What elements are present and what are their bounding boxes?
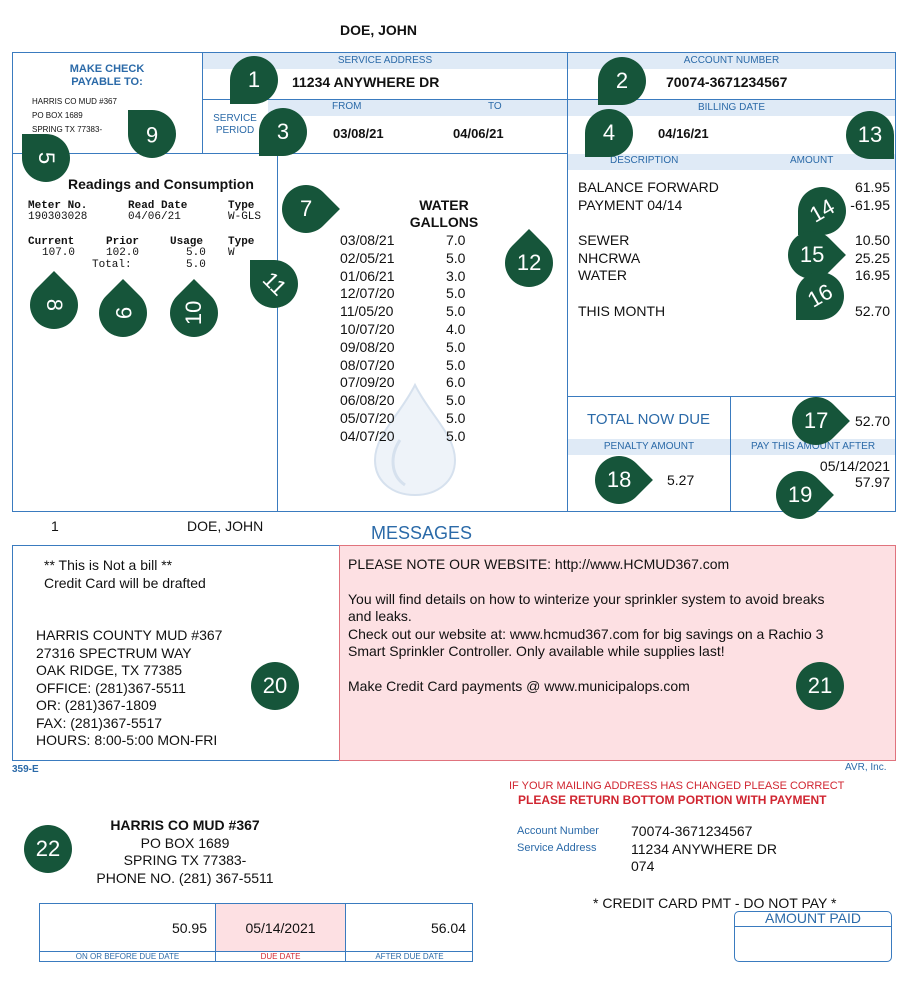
history-row: 07/09/20 6.0 [340, 374, 466, 391]
payment-value: -61.95 [850, 197, 890, 213]
stub-labels [517, 823, 599, 857]
nhcrwa-value: 25.25 [854, 249, 890, 266]
current-label: Current [28, 236, 75, 248]
stub-account-label: Account Number [517, 825, 599, 837]
balance-forward-value: 61.95 [854, 179, 890, 195]
service-address-value: 11234 ANYWHERE DR [292, 74, 440, 90]
on-before-label: ON OR BEFORE DUE DATE [75, 952, 180, 961]
vendor-label: AVR, Inc. [845, 762, 887, 773]
callout-marker: 17 [782, 387, 850, 455]
water-value: 16.95 [854, 267, 890, 283]
callout-marker: 16 [796, 272, 844, 320]
billing-date-label: BILLING DATE [568, 100, 895, 116]
type-label: Type [228, 200, 255, 212]
callout-marker: 2 [598, 57, 646, 105]
return-portion-note: PLEASE RETURN BOTTOM PORTION WITH PAYMENT [518, 793, 827, 807]
balance-forward-label: BALANCE FORWARD [578, 179, 719, 195]
history-row: 04/07/20 5.0 [340, 427, 466, 444]
callout-marker: 22 [24, 825, 72, 873]
type2-value: W [228, 247, 235, 259]
remit-name: HARRIS CO MUD #367 [110, 817, 260, 833]
payable-title: MAKE CHECK PAYABLE TO: [69, 63, 145, 88]
callout-marker: 18 [585, 446, 653, 514]
website-note: PLEASE NOTE OUR WEBSITE: http://www.HCMUD367.com [348, 556, 730, 572]
service-address-label: SERVICE ADDRESS [203, 53, 567, 69]
remit-phone: PHONE NO. (281) 367-5511 [96, 869, 274, 886]
credit-card-pmt-note: * CREDIT CARD PMT - DO NOT PAY * [593, 895, 837, 911]
page-marker: 1 [51, 518, 59, 534]
callout-marker: 1 [230, 56, 278, 104]
callout-marker: 9 [89, 279, 157, 347]
callout-marker: 6 [128, 110, 176, 158]
pay-after-label: PAY THIS AMOUNT AFTER [731, 439, 895, 455]
read-date-value: 04/06/21 [128, 211, 181, 223]
to-label: TO [488, 101, 502, 112]
payable-address: HARRIS CO MUD #367 PO BOX 1689 SPRING TX 77383- [32, 97, 117, 134]
charges-labels [578, 178, 719, 214]
penalty-value: 5.27 [667, 472, 695, 488]
form-code: 359-E [12, 764, 39, 775]
history-row: 08/07/20 5.0 [340, 356, 466, 373]
water-label: WATER [578, 267, 627, 283]
sewer-label: SEWER [578, 232, 630, 248]
history-row: 03/08/21 7.0 [340, 232, 466, 248]
service-period-label: SERVICE PERIOD [213, 113, 257, 136]
left-message-top [44, 557, 206, 592]
account-number-label: ACCOUNT NUMBER [568, 53, 895, 69]
amount-on-before: 50.95 [171, 920, 207, 936]
callout-marker: 15 [778, 221, 846, 289]
history-row: 05/07/20 5.0 [340, 409, 466, 426]
penalty-label: PENALTY AMOUNT [568, 439, 730, 455]
history-title: WATER GALLONS [409, 197, 479, 230]
callout-marker: 4 [585, 109, 633, 157]
callout-marker: 5 [22, 134, 70, 182]
total-now-due-label: TOTAL NOW DUE [587, 411, 711, 428]
not-a-bill-text: ** This is Not a bill ** [44, 557, 173, 573]
payment-label: PAYMENT 04/14 [578, 197, 683, 213]
current-value: 107.0 [42, 247, 76, 259]
after-due-label: AFTER DUE DATE [375, 952, 444, 961]
callout-marker: 13 [846, 111, 894, 159]
pay-after-amount: 57.97 [854, 474, 890, 490]
billing-date-value: 04/16/21 [658, 126, 709, 141]
total-value: 5.0 [186, 259, 206, 271]
type2-label: Type [228, 236, 255, 248]
callout-marker: 14 [798, 187, 846, 235]
pay-after-date: 05/14/2021 [819, 458, 890, 474]
address-change-note: IF YOUR MAILING ADDRESS HAS CHANGED PLEASE CORRECT [509, 780, 845, 792]
callout-marker: 12 [495, 229, 563, 297]
type-value: W-GLS [228, 211, 262, 223]
history-row: 10/07/20 4.0 [340, 320, 466, 337]
history-row: 09/08/20 5.0 [340, 338, 466, 355]
history-row: 06/08/20 5.0 [340, 392, 466, 409]
district-contact: HARRIS COUNTY MUD #367 27316 SPECTRUM WAY OAK RIDGE, TX 77385 OFFICE: (281)367-5511 OR: (281)367-1809 FAX: (281)367-5517 HOURS: 8:00-5:00 MON-FRI [36, 627, 223, 748]
meter-no-value: 190303028 [28, 211, 88, 223]
history-row: 12/07/20 5.0 [340, 285, 466, 302]
callout-marker: 8 [20, 271, 88, 339]
history-row: 01/06/21 3.0 [340, 267, 466, 284]
amount-label: AMOUNT [790, 155, 834, 166]
due-date-value: 05/14/2021 [245, 920, 316, 936]
meter-no-label: Meter No. [28, 200, 88, 212]
period-from: 03/08/21 [333, 126, 384, 141]
credit-card-text: Credit Card will be drafted [44, 574, 206, 591]
nhcrwa-label: NHCRWA [578, 249, 641, 266]
history-row: 02/05/21 5.0 [340, 249, 466, 266]
amount-after: 56.04 [430, 920, 466, 936]
callout-marker: 20 [251, 662, 299, 710]
account-number-value: 70074-3671234567 [666, 74, 788, 90]
description-label: DESCRIPTION [610, 155, 679, 166]
remit-address: HARRIS CO MUD #367 PO BOX 1689 SPRING TX 77383- PHONE NO. (281) 367-5511 [40, 817, 330, 887]
callout-marker: 10 [160, 279, 228, 347]
sewer-value: 10.50 [854, 232, 890, 248]
total-label: Total: [92, 259, 132, 271]
readings-title: Readings and Consumption [68, 176, 254, 192]
stub-service-label: Service Address [517, 842, 597, 854]
messages-title: MESSAGES [371, 523, 473, 543]
customer-name: DOE, JOHN [340, 22, 418, 38]
stub-values: 70074-3671234567 11234 ANYWHERE DR 074 [631, 823, 778, 874]
customer-name-repeat: DOE, JOHN [187, 518, 264, 534]
usage-label: Usage [170, 236, 204, 248]
usage-value: 5.0 [186, 247, 206, 259]
period-to: 04/06/21 [453, 126, 504, 141]
this-month-label: THIS MONTH [578, 303, 666, 319]
history-table [340, 232, 465, 446]
callout-marker: 7 [272, 175, 340, 243]
history-row: 11/05/20 5.0 [340, 303, 466, 320]
from-label: FROM [332, 101, 362, 112]
stub-account-value: 70074-3671234567 [631, 823, 753, 839]
callout-marker: 21 [796, 662, 844, 710]
credit-card-payment-note: Make Credit Card payments @ www.municipalops.com [348, 677, 690, 694]
amount-paid-label: AMOUNT PAID [734, 910, 892, 927]
callout-marker: 11 [250, 260, 298, 308]
prior-value: 102.0 [106, 247, 140, 259]
period-header [268, 100, 567, 116]
due-date-label: DUE DATE [260, 952, 301, 961]
prior-label: Prior [106, 236, 140, 248]
this-month-value: 52.70 [854, 303, 890, 319]
total-now-due-value: 52.70 [854, 413, 890, 429]
callout-marker: 19 [766, 461, 834, 529]
callout-marker: 3 [259, 108, 307, 156]
read-date-label: Read Date [128, 200, 188, 212]
charge-item-labels [578, 232, 640, 285]
right-message-text: PLEASE NOTE OUR WEBSITE: http://www.HCMUD367.com You will find details on how to winterize your sprinkler system to avoid breaks and leaks. Check out our website at: www.hcmud367.com for big savings on a Rachio 3 Smart Sprinkler Controller. Only available while supplies last! Make Credit Card payments @ www.municipalops.com [348, 556, 888, 695]
